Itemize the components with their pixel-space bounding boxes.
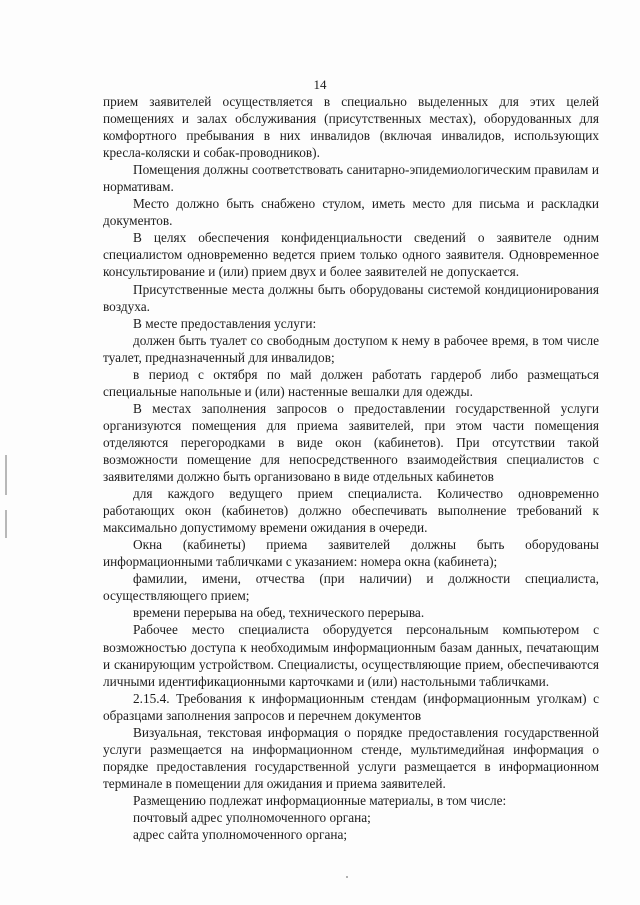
paragraph: времени перерыва на обед, технического перерыва. bbox=[133, 605, 425, 621]
paragraph: Рабочее место специалиста оборудуется персональным компьютером с возможностью доступа к необходимым информационным базам данных, печатающим и сканирующим устройством. Специалисты, осуществляющие прием, обеспечиваются личными идентификационными карточками и (или) настольными табличками. bbox=[103, 622, 599, 689]
paragraph: В местах заполнения запросов о предоставлении государственной услуги организуются помещения для приема заявителей, при этом части помещения отделяются перегородками в виде окон (кабинетов). При отсутствии такой возможности помещение для непосредственного взаимодействия специалистов с заявителями должно быть организовано в виде отдельных кабинетов bbox=[103, 400, 599, 485]
paragraph: в период с октября по май должен работать гардероб либо размещаться специальные напольные и (или) настенные вешалки для одежды. bbox=[103, 366, 599, 399]
paragraph: Визуальная, текстовая информация о порядке предоставления государственной услуги размещается на информационном стенде, мультимедийная информация о порядке предоставления государственной услуги размещается в информационном терминале в помещении для ожидания и приема заявителей. bbox=[103, 724, 599, 791]
paragraph: Присутственные места должны быть оборудованы системой кондиционирования воздуха. bbox=[103, 281, 599, 314]
paragraph: почтовый адрес уполномоченного органа; bbox=[133, 809, 371, 825]
paragraph: Окна (кабинеты) приема заявителей должны быть оборудованы информационными табличками с указанием: номера окна (кабинета); bbox=[103, 537, 599, 570]
paragraph: адрес сайта уполномоченного органа; bbox=[133, 827, 348, 843]
paragraph: фамилии, имени, отчества (при наличии) и должности специалиста, осуществляющего прием; bbox=[103, 571, 599, 604]
paragraph: прием заявителей осуществляется в специально выделенных для этих целей помещениях и залах обслуживания (присутственных местах), оборудованных для комфортного пребывания в них инвалидов (включая инвалидов, использующих кресла-коляски и собак-проводников). bbox=[103, 94, 599, 161]
paragraph: В месте предоставления услуги: bbox=[133, 315, 317, 331]
paragraph: Размещению подлежат информационные материалы, в том числе: bbox=[133, 792, 507, 808]
page-number: 14 bbox=[313, 77, 327, 92]
paragraph: для каждого ведущего прием специалиста. Количество одновременно работающих окон (кабинетов) должно обеспечивать выполнение требований к максимально допустимому времени ожидания в очереди. bbox=[103, 486, 599, 536]
document-body bbox=[103, 93, 599, 843]
paragraph: должен быть туалет со свободным доступом к нему в рабочее время, в том числе туалет, предназначенный для инвалидов; bbox=[103, 332, 599, 365]
section-heading: 2.15.4. Требования к информационным стендам (информационным уголкам) с образцами заполнения запросов и перечнем документов bbox=[103, 690, 599, 723]
scan-margin-mark bbox=[5, 455, 7, 495]
paragraph: В целях обеспечения конфиденциальности сведений о заявителе одним специалистом одновременно ведется прием только одного заявителя. Одновременное консультирование и (или) прием двух и более заявителей не допускается. bbox=[103, 230, 599, 280]
paragraph: Помещения должны соответствовать санитарно-эпидемиологическим правилам и нормативам. bbox=[103, 162, 599, 195]
scan-margin-mark bbox=[5, 510, 7, 538]
scan-speck bbox=[346, 876, 348, 878]
paragraph: Место должно быть снабжено стулом, иметь место для письма и раскладки документов. bbox=[103, 196, 599, 229]
